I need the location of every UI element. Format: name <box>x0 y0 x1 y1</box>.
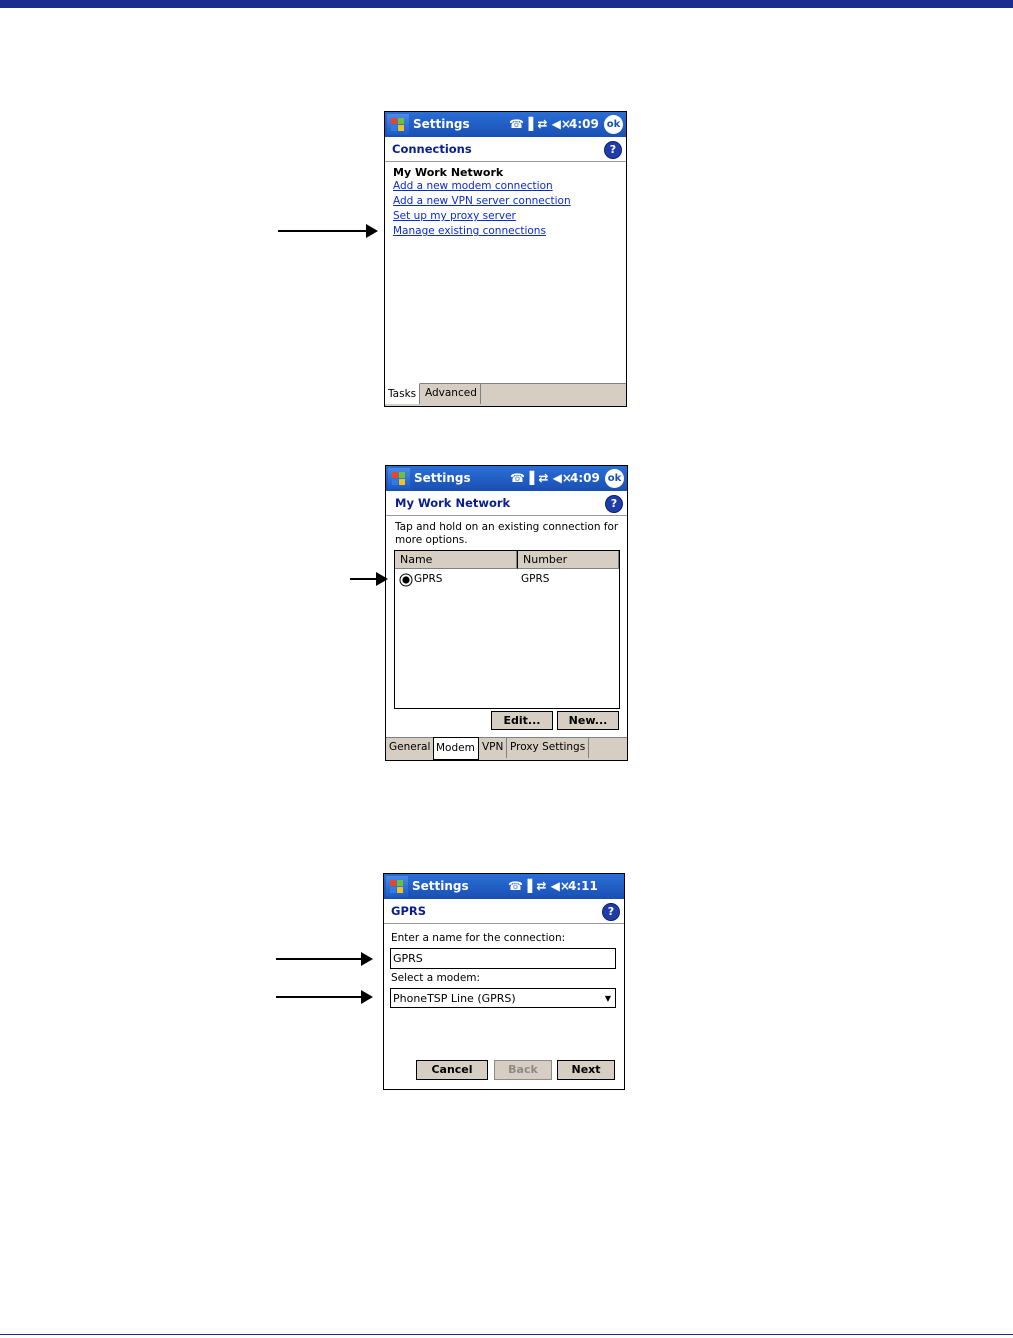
arrow-pointer <box>278 230 376 232</box>
page-header <box>385 137 626 162</box>
title-bar <box>386 466 627 491</box>
edit-button[interactable]: Edit... <box>491 711 553 730</box>
table-row[interactable] <box>395 571 619 589</box>
tab-modem[interactable]: Modem <box>433 737 479 760</box>
clock[interactable]: 4:11 <box>568 879 598 893</box>
modem-label: Select a modem: <box>391 972 481 984</box>
page-header <box>386 491 627 516</box>
status-icons[interactable]: ☎▐ ⇄ ◀× <box>508 879 570 893</box>
name-label: Enter a name for the connection: <box>391 932 566 944</box>
start-button[interactable] <box>387 114 409 135</box>
status-icons[interactable]: ☎▐ ⇄ ◀× <box>510 471 572 485</box>
section-title: My Work Network <box>393 166 504 179</box>
title-bar <box>384 874 624 899</box>
clock[interactable]: 4:09 <box>570 471 600 485</box>
connections-list[interactable] <box>394 550 620 709</box>
title-bar <box>385 112 626 137</box>
clock[interactable]: 4:09 <box>569 117 599 131</box>
ok-button[interactable]: ok <box>604 115 623 134</box>
tab-bar <box>385 383 626 406</box>
tab-general[interactable]: General <box>386 737 434 758</box>
windows-flag-icon <box>387 877 407 896</box>
new-button[interactable]: New... <box>557 711 619 730</box>
modem-select-value: PhoneTSP Line (GPRS) <box>393 992 516 1005</box>
page-title: Connections <box>392 142 472 156</box>
page-header <box>384 899 624 924</box>
instruction-text: Tap and hold on an existing connection for <box>395 521 619 533</box>
status-icons[interactable]: ☎▐ ⇄ ◀× <box>509 117 571 131</box>
tab-proxy-settings[interactable]: Proxy Settings <box>507 737 589 758</box>
help-icon[interactable]: ? <box>604 141 622 159</box>
window-title: Settings <box>413 117 470 131</box>
ok-button[interactable]: ok <box>605 469 624 488</box>
cancel-button[interactable]: Cancel <box>416 1060 488 1080</box>
link-proxy[interactable]: Set up my proxy server <box>393 210 516 222</box>
link-add-modem[interactable]: Add a new modem connection <box>393 180 553 192</box>
link-manage-connections[interactable]: Manage existing connections <box>393 225 546 237</box>
start-button[interactable] <box>386 876 408 897</box>
tab-vpn[interactable]: VPN <box>479 737 507 758</box>
page-top-bar <box>0 0 1013 8</box>
connections-screen <box>384 111 627 407</box>
window-title: Settings <box>414 471 471 485</box>
tab-tasks[interactable]: Tasks <box>385 383 420 404</box>
instruction-text: more options. <box>395 534 468 546</box>
arrow-pointer <box>276 996 371 998</box>
tab-advanced[interactable]: Advanced <box>422 383 481 404</box>
connection-name-input[interactable]: GPRS <box>390 948 616 969</box>
help-icon[interactable]: ? <box>605 495 623 513</box>
column-header-number[interactable]: Number <box>517 551 619 569</box>
tab-bar <box>386 737 627 760</box>
page-title: GPRS <box>391 904 427 918</box>
row-name: GPRS <box>414 573 443 585</box>
row-number: GPRS <box>521 573 550 585</box>
radio-selected-icon[interactable] <box>399 573 413 587</box>
arrow-pointer <box>350 578 386 580</box>
column-header-name[interactable]: Name <box>395 551 517 569</box>
window-title: Settings <box>412 879 469 893</box>
start-button[interactable] <box>388 468 410 489</box>
page-bottom-rule <box>0 1334 1013 1335</box>
page-title: My Work Network <box>395 496 511 510</box>
modem-select[interactable] <box>390 988 616 1008</box>
gprs-screen <box>383 873 625 1090</box>
work-network-screen <box>385 465 628 761</box>
windows-flag-icon <box>388 115 408 134</box>
back-button[interactable]: Back <box>494 1060 552 1080</box>
arrow-pointer <box>276 958 371 960</box>
link-add-vpn[interactable]: Add a new VPN server connection <box>393 195 571 207</box>
chevron-down-icon[interactable]: ▼ <box>604 994 611 1003</box>
windows-flag-icon <box>389 469 409 488</box>
next-button[interactable]: Next <box>557 1060 615 1080</box>
help-icon[interactable]: ? <box>602 903 620 921</box>
